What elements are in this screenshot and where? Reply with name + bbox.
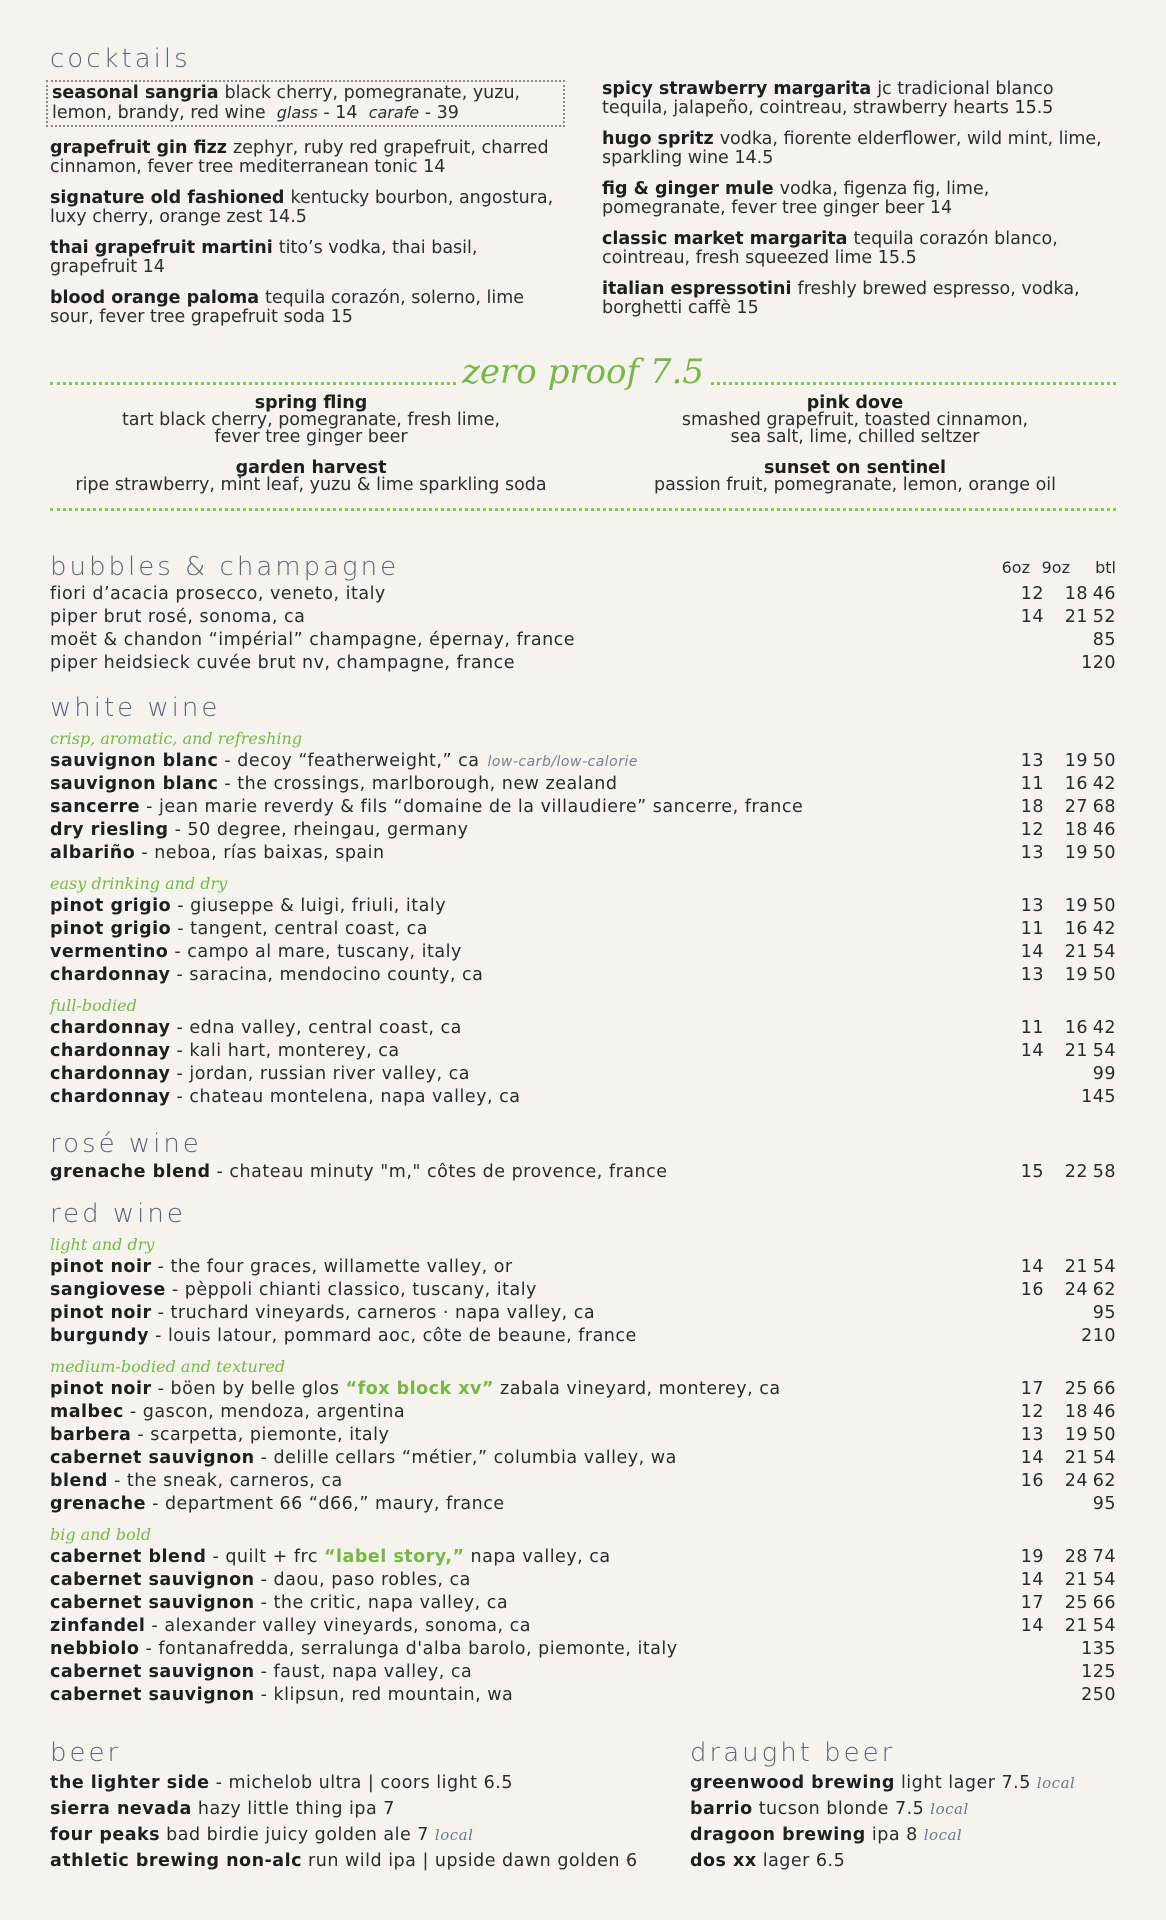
wine-desc: - gascon, mendoza, argentina	[123, 1402, 406, 1422]
wine-desc: - alexander valley vineyards, sonoma, ca	[145, 1616, 531, 1636]
price-9oz: 25	[1064, 1593, 1088, 1613]
wine-desc: - the crossings, marlborough, new zealand	[218, 774, 618, 794]
price-9oz: 19	[1064, 1425, 1088, 1445]
wine-row	[50, 1638, 1116, 1661]
price-btl: 66	[1092, 1593, 1116, 1613]
zero-proof-name: pink dove	[806, 393, 904, 413]
price-9oz: 19	[1064, 751, 1088, 771]
draught-beer-list	[690, 1770, 1075, 1874]
wine-row	[50, 1447, 1116, 1470]
price-9oz: 16	[1064, 774, 1088, 794]
price-6oz: 14	[1020, 1570, 1044, 1590]
cocktail-desc: vodka, figenza fig, lime, pomegranate, fever tree ginger beer 14	[602, 179, 990, 218]
wine-row	[50, 941, 1116, 964]
wine-varietal: malbec	[50, 1402, 124, 1422]
cocktail-desc: jc tradicional blanco tequila, jalapeño, cointreau, strawberry hearts 15.5	[602, 79, 1054, 118]
price-btl: 50	[1092, 965, 1116, 985]
local-tag: local	[1036, 1774, 1076, 1792]
wine-row	[50, 1401, 1116, 1424]
wine-desc: - neboa, rías baixas, spain	[135, 843, 385, 863]
wine-highlight: “fox block xv”	[345, 1379, 494, 1399]
price-9oz: 21	[1064, 1570, 1088, 1590]
price-6oz: 13	[1020, 751, 1044, 771]
wine-desc: - the four graces, willamette valley, or	[151, 1257, 513, 1277]
cocktail-desc: tito’s vodka, thai basil, grapefruit 14	[50, 238, 478, 277]
wine-row	[50, 1161, 1116, 1184]
wine-note: low-carb/low-calorie	[487, 754, 638, 770]
price-btl: 68	[1092, 797, 1116, 817]
wine-varietal: sauvignon blanc	[50, 751, 219, 771]
wine-row	[50, 842, 1116, 865]
wine-desc: - jordan, russian river valley, ca	[170, 1064, 470, 1084]
local-tag: local	[434, 1826, 474, 1844]
price-9oz: 24	[1064, 1471, 1088, 1491]
wine-desc: - chateau minuty "m," côtes de provence, france	[210, 1162, 668, 1182]
price-9oz: 19	[1064, 843, 1088, 863]
price-6oz: 18	[1020, 797, 1044, 817]
wine-varietal: cabernet sauvignon	[50, 1593, 255, 1613]
price-btl: 54	[1092, 942, 1116, 962]
wine-varietal: chardonnay	[50, 1018, 171, 1038]
wine-desc: - fontanafredda, serralunga d'alba barolo, piemonte, italy	[139, 1639, 678, 1659]
cocktail-name: seasonal sangria	[52, 83, 219, 103]
glass-price: 14	[335, 103, 358, 123]
bubbles-list	[50, 583, 1116, 675]
wine-varietal: sangiovese	[50, 1280, 166, 1300]
wine-varietal: barbera	[50, 1425, 132, 1445]
wine-varietal: cabernet sauvignon	[50, 1570, 255, 1590]
wine-row	[50, 1279, 1116, 1302]
wine-row	[50, 819, 1116, 842]
zero-proof-title: zero proof 7.5	[0, 352, 1166, 392]
wine-varietal: cabernet sauvignon	[50, 1685, 255, 1705]
price-btl: 42	[1092, 919, 1116, 939]
draught-beer-title: draught beer	[690, 1738, 896, 1768]
price-btl: 62	[1092, 1280, 1116, 1300]
wine-row	[50, 796, 1116, 819]
zero-proof-item: pink dove smashed grapefruit, toasted cinnamon, sea salt, lime, chilled seltzer	[594, 395, 1116, 446]
price-btl: 62	[1092, 1471, 1116, 1491]
beer-item	[690, 1770, 1075, 1796]
price-btl: 85	[1092, 630, 1116, 650]
wine-varietal: albariño	[50, 843, 136, 863]
price-9oz: 28	[1064, 1547, 1088, 1567]
price-btl: 54	[1092, 1616, 1116, 1636]
beer-item	[50, 1770, 638, 1796]
wine-varietal: grenache	[50, 1494, 146, 1514]
price-btl: 54	[1092, 1448, 1116, 1468]
price-6oz: 14	[1020, 942, 1044, 962]
wine-varietal: blend	[50, 1471, 108, 1491]
price-6oz: 13	[1020, 1425, 1044, 1445]
wine-varietal: chardonnay	[50, 1087, 171, 1107]
wine-varietal: cabernet blend	[50, 1547, 207, 1567]
price-9oz: 21	[1064, 1041, 1088, 1061]
price-btl: 135	[1081, 1639, 1116, 1659]
subcategory-label: light and dry	[50, 1235, 155, 1254]
cocktail-name: blood orange paloma	[50, 288, 260, 308]
price-btl: 66	[1092, 1379, 1116, 1399]
price-6oz: 12	[1020, 584, 1044, 604]
cocktail-item	[602, 230, 1116, 268]
column-header-btl: btl	[1095, 558, 1116, 577]
price-6oz: 14	[1020, 1448, 1044, 1468]
price-btl: 125	[1081, 1662, 1116, 1682]
wine-desc-cont: napa valley, ca	[464, 1547, 611, 1567]
beer-desc: ipa 8	[865, 1825, 918, 1845]
price-9oz: 25	[1064, 1379, 1088, 1399]
price-btl: 50	[1092, 843, 1116, 863]
beer-brand: the lighter side	[50, 1773, 210, 1793]
price-btl: 95	[1092, 1303, 1116, 1323]
wine-desc-cont: zabala vineyard, monterey, ca	[493, 1379, 781, 1399]
cocktail-item	[602, 130, 1116, 168]
price-9oz: 21	[1064, 1616, 1088, 1636]
price-btl: 46	[1092, 1402, 1116, 1422]
price-btl: 120	[1081, 653, 1116, 673]
cocktails-left-column	[50, 80, 565, 339]
price-6oz: 13	[1020, 843, 1044, 863]
wine-desc: - jean marie reverdy & fils “domaine de la villaudiere” sancerre, france	[140, 797, 804, 817]
local-tag: local	[923, 1826, 963, 1844]
wine-varietal: chardonnay	[50, 1064, 171, 1084]
wine-row	[50, 773, 1116, 796]
beer-list	[50, 1770, 638, 1874]
price-btl: 250	[1081, 1685, 1116, 1705]
cocktail-desc: tequila corazón blanco, cointreau, fresh squeezed lime 15.5	[602, 229, 1058, 268]
cocktail-desc: kentucky bourbon, angostura, luxy cherry, orange zest 14.5	[50, 188, 554, 227]
wine-desc: - giuseppe & luigi, friuli, italy	[171, 896, 447, 916]
wine-varietal: pinot noir	[50, 1303, 152, 1323]
red-wine-list	[50, 1232, 1116, 1707]
beer-title: beer	[50, 1738, 122, 1768]
zero-proof-item: spring fling tart black cherry, pomegranate, fresh lime, fever tree ginger beer	[50, 395, 572, 446]
price-btl: 74	[1092, 1547, 1116, 1567]
zero-proof-item: sunset on sentinel passion fruit, pomegranate, lemon, orange oil	[594, 460, 1116, 494]
cocktail-desc: freshly brewed espresso, vodka, borghetti caffè 15	[602, 279, 1080, 318]
carafe-price: 39	[436, 103, 459, 123]
wine-desc: - campo al mare, tuscany, italy	[168, 942, 462, 962]
wine-varietal: grenache blend	[50, 1162, 211, 1182]
price-btl: 54	[1092, 1041, 1116, 1061]
wine-desc: - chateau montelena, napa valley, ca	[170, 1087, 521, 1107]
price-6oz: 14	[1020, 1257, 1044, 1277]
cocktail-desc: vodka, fiorente elderflower, wild mint, lime, sparkling wine 14.5	[602, 129, 1102, 168]
wine-row	[50, 1017, 1116, 1040]
cocktail-item	[602, 280, 1116, 318]
price-btl: 50	[1092, 1425, 1116, 1445]
price-9oz: 19	[1064, 965, 1088, 985]
cocktail-item	[602, 80, 1116, 118]
wine-row	[50, 964, 1116, 987]
price-9oz: 22	[1064, 1162, 1088, 1182]
cocktail-item: seasonal sangria black cherry, pomegranate, yuzu, lemon, brandy, red wine glass - 14 carafe - 39	[46, 80, 565, 127]
wine-desc: - quilt + frc	[206, 1547, 325, 1567]
wine-row	[50, 583, 1116, 606]
price-6oz: 19	[1020, 1547, 1044, 1567]
beer-item	[690, 1822, 1075, 1848]
beer-desc: bad birdie juicy golden ale 7	[160, 1825, 429, 1845]
bubbles-title: bubbles & champagne	[50, 552, 400, 582]
cocktail-name: signature old fashioned	[50, 188, 285, 208]
wine-desc: fiori d’acacia prosecco, veneto, italy	[50, 584, 386, 604]
beer-brand: four peaks	[50, 1825, 161, 1845]
price-9oz: 18	[1064, 820, 1088, 840]
zero-proof-item: garden harvest ripe strawberry, mint leaf, yuzu & lime sparkling soda	[50, 460, 572, 494]
beer-desc: lager 6.5	[756, 1851, 846, 1871]
wine-desc: - faust, napa valley, ca	[254, 1662, 473, 1682]
cocktail-name: grapefruit gin fizz	[50, 138, 227, 158]
wine-desc: - the critic, napa valley, ca	[254, 1593, 509, 1613]
price-6oz: 17	[1020, 1379, 1044, 1399]
price-9oz: 21	[1064, 1448, 1088, 1468]
wine-row	[50, 606, 1116, 629]
cocktail-item	[50, 239, 565, 277]
wine-row	[50, 1684, 1116, 1707]
cocktail-name: fig & ginger mule	[602, 179, 774, 199]
red-wine-title: red wine	[50, 1199, 186, 1229]
cocktail-item	[602, 180, 1116, 218]
rose-wine-title: rosé wine	[50, 1129, 202, 1159]
wine-row	[50, 652, 1116, 675]
white-wine-list	[50, 726, 1116, 1109]
beer-desc: run wild ipa | upside dawn golden 6	[301, 1851, 638, 1871]
wine-varietal: sancerre	[50, 797, 141, 817]
wine-row	[50, 1302, 1116, 1325]
price-9oz: 21	[1064, 1257, 1088, 1277]
wine-varietal: chardonnay	[50, 1041, 171, 1061]
price-btl: 52	[1092, 607, 1116, 627]
wine-varietal: pinot noir	[50, 1257, 152, 1277]
wine-varietal: vermentino	[50, 942, 169, 962]
wine-row	[50, 1378, 1116, 1401]
wine-desc: - truchard vineyards, carneros · napa valley, ca	[151, 1303, 596, 1323]
wine-row	[50, 1325, 1116, 1348]
price-6oz: 15	[1020, 1162, 1044, 1182]
cocktail-name: hugo spritz	[602, 129, 714, 149]
price-btl: 58	[1092, 1162, 1116, 1182]
price-btl: 46	[1092, 584, 1116, 604]
price-6oz: 12	[1020, 1402, 1044, 1422]
wine-desc: - 50 degree, rheingau, germany	[168, 820, 469, 840]
wine-desc: piper brut rosé, sonoma, ca	[50, 607, 306, 627]
wine-row	[50, 1424, 1116, 1447]
zero-proof-bottom-divider	[50, 508, 1116, 511]
price-6oz: 14	[1020, 1041, 1044, 1061]
price-9oz: 16	[1064, 919, 1088, 939]
cocktail-desc: tequila corazón, solerno, lime sour, fever tree grapefruit soda 15	[50, 288, 525, 327]
wine-desc: piper heidsieck cuvée brut nv, champagne, france	[50, 653, 516, 673]
beer-desc: - michelob ultra | coors light 6.5	[209, 1773, 513, 1793]
wine-desc: - böen by belle glos	[151, 1379, 346, 1399]
wine-desc: - delille cellars “métier,” columbia valley, wa	[254, 1448, 677, 1468]
subcategory-label: full-bodied	[50, 996, 137, 1015]
price-btl: 210	[1081, 1326, 1116, 1346]
wine-varietal: pinot grigio	[50, 919, 172, 939]
wine-desc: - tangent, central coast, ca	[171, 919, 428, 939]
wine-desc: - pèppoli chianti classico, tuscany, italy	[165, 1280, 537, 1300]
cocktail-name: italian espressotini	[602, 279, 792, 299]
wine-row	[50, 1470, 1116, 1493]
wine-varietal: zinfandel	[50, 1616, 146, 1636]
cocktail-name: spicy strawberry margarita	[602, 79, 872, 99]
price-6oz: 14	[1020, 1616, 1044, 1636]
wine-varietal: nebbiolo	[50, 1639, 140, 1659]
wine-desc: - kali hart, monterey, ca	[170, 1041, 400, 1061]
price-9oz: 18	[1064, 1402, 1088, 1422]
wine-row	[50, 1063, 1116, 1086]
cocktails-title: cocktails	[50, 44, 191, 74]
wine-desc: - klipsun, red mountain, wa	[254, 1685, 514, 1705]
wine-desc: - louis latour, pommard aoc, côte de beaune, france	[149, 1326, 637, 1346]
price-6oz: 13	[1020, 896, 1044, 916]
price-9oz: 21	[1064, 607, 1088, 627]
wine-varietal: burgundy	[50, 1326, 149, 1346]
white-wine-title: white wine	[50, 693, 221, 723]
beer-brand: dragoon brewing	[690, 1825, 866, 1845]
cocktail-item	[50, 139, 565, 177]
wine-desc: - saracina, mendocino county, ca	[170, 965, 484, 985]
carafe-label: carafe	[368, 103, 420, 122]
beer-item	[50, 1848, 638, 1874]
price-9oz: 24	[1064, 1280, 1088, 1300]
wine-desc: - the sneak, carneros, ca	[107, 1471, 343, 1491]
price-btl: 46	[1092, 820, 1116, 840]
price-9oz: 16	[1064, 1018, 1088, 1038]
beer-brand: athletic brewing non-alc	[50, 1851, 302, 1871]
glass-label: glass	[276, 103, 318, 122]
price-6oz: 16	[1020, 1471, 1044, 1491]
wine-row	[50, 629, 1116, 652]
zero-proof-name: spring fling	[254, 393, 368, 413]
wine-desc: moët & chandon “impérial” champagne, épernay, france	[50, 630, 576, 650]
beer-brand: dos xx	[690, 1851, 757, 1871]
local-tag: local	[930, 1800, 969, 1818]
price-btl: 50	[1092, 896, 1116, 916]
wine-row	[50, 895, 1116, 918]
beer-item	[50, 1796, 638, 1822]
price-btl: 54	[1092, 1257, 1116, 1277]
price-9oz: 19	[1064, 896, 1088, 916]
beer-item	[690, 1848, 1075, 1874]
price-btl: 42	[1092, 774, 1116, 794]
wine-row	[50, 1546, 1116, 1569]
zero-proof-name: sunset on sentinel	[763, 458, 947, 478]
price-btl: 42	[1092, 1018, 1116, 1038]
cocktails-right-column	[602, 80, 1116, 330]
wine-row	[50, 1661, 1116, 1684]
price-9oz: 27	[1064, 797, 1088, 817]
price-btl: 145	[1081, 1087, 1116, 1107]
column-header-6oz: 6oz	[1001, 558, 1030, 577]
subcategory-label: easy drinking and dry	[50, 874, 228, 893]
price-6oz: 16	[1020, 1280, 1044, 1300]
cocktail-name: thai grapefruit martini	[50, 238, 273, 258]
price-6oz: 12	[1020, 820, 1044, 840]
wine-row	[50, 1569, 1116, 1592]
wine-row	[50, 1493, 1116, 1516]
price-btl: 99	[1092, 1064, 1116, 1084]
wine-varietal: sauvignon blanc	[50, 774, 219, 794]
price-9oz: 18	[1064, 584, 1088, 604]
price-btl: 50	[1092, 751, 1116, 771]
subcategory-label: crisp, aromatic, and refreshing	[50, 729, 303, 748]
beer-item	[50, 1822, 638, 1848]
wine-desc: - scarpetta, piemonte, italy	[131, 1425, 390, 1445]
cocktail-desc: zephyr, ruby red grapefruit, charred cinnamon, fever tree mediterranean tonic 14	[50, 138, 549, 177]
wine-row	[50, 1040, 1116, 1063]
beer-desc: tucson blonde 7.5	[752, 1799, 925, 1819]
wine-varietal: chardonnay	[50, 965, 171, 985]
wine-varietal: pinot grigio	[50, 896, 172, 916]
beer-item	[690, 1796, 1075, 1822]
wine-row	[50, 1592, 1116, 1615]
beer-brand: sierra nevada	[50, 1799, 192, 1819]
price-9oz: 21	[1064, 942, 1088, 962]
subcategory-label: big and bold	[50, 1525, 152, 1544]
beer-desc: light lager 7.5	[894, 1773, 1031, 1793]
wine-varietal: dry riesling	[50, 820, 169, 840]
wine-desc: - daou, paso robles, ca	[254, 1570, 471, 1590]
wine-row	[50, 1256, 1116, 1279]
price-6oz: 11	[1020, 919, 1044, 939]
beer-desc: hazy little thing ipa 7	[191, 1799, 395, 1819]
wine-row	[50, 1615, 1116, 1638]
wine-row	[50, 750, 1116, 773]
rose-wine-list	[50, 1161, 1116, 1184]
price-6oz: 14	[1020, 607, 1044, 627]
cocktail-desc: black cherry, pomegranate, yuzu, lemon, brandy, red wine	[52, 83, 521, 123]
price-btl: 54	[1092, 1570, 1116, 1590]
price-6oz: 11	[1020, 1018, 1044, 1038]
cocktail-item	[50, 289, 565, 327]
subcategory-label: medium-bodied and textured	[50, 1357, 286, 1376]
zero-proof-name: garden harvest	[235, 458, 387, 478]
price-btl: 95	[1092, 1494, 1116, 1514]
price-6oz: 13	[1020, 965, 1044, 985]
wine-varietal: pinot noir	[50, 1379, 152, 1399]
column-header-9oz: 9oz	[1041, 558, 1070, 577]
wine-varietal: cabernet sauvignon	[50, 1448, 255, 1468]
cocktail-item	[50, 189, 565, 227]
wine-desc: - decoy “featherweight,” ca	[218, 751, 480, 771]
wine-highlight: “label story,”	[324, 1547, 465, 1567]
cocktail-name: classic market margarita	[602, 229, 848, 249]
price-6oz: 11	[1020, 774, 1044, 794]
wine-varietal: cabernet sauvignon	[50, 1662, 255, 1682]
beer-brand: greenwood brewing	[690, 1773, 895, 1793]
wine-desc: - department 66 “d66,” maury, france	[146, 1494, 505, 1514]
price-6oz: 17	[1020, 1593, 1044, 1613]
beer-brand: barrio	[690, 1799, 753, 1819]
wine-row	[50, 918, 1116, 941]
wine-desc: - edna valley, central coast, ca	[170, 1018, 462, 1038]
wine-row	[50, 1086, 1116, 1109]
